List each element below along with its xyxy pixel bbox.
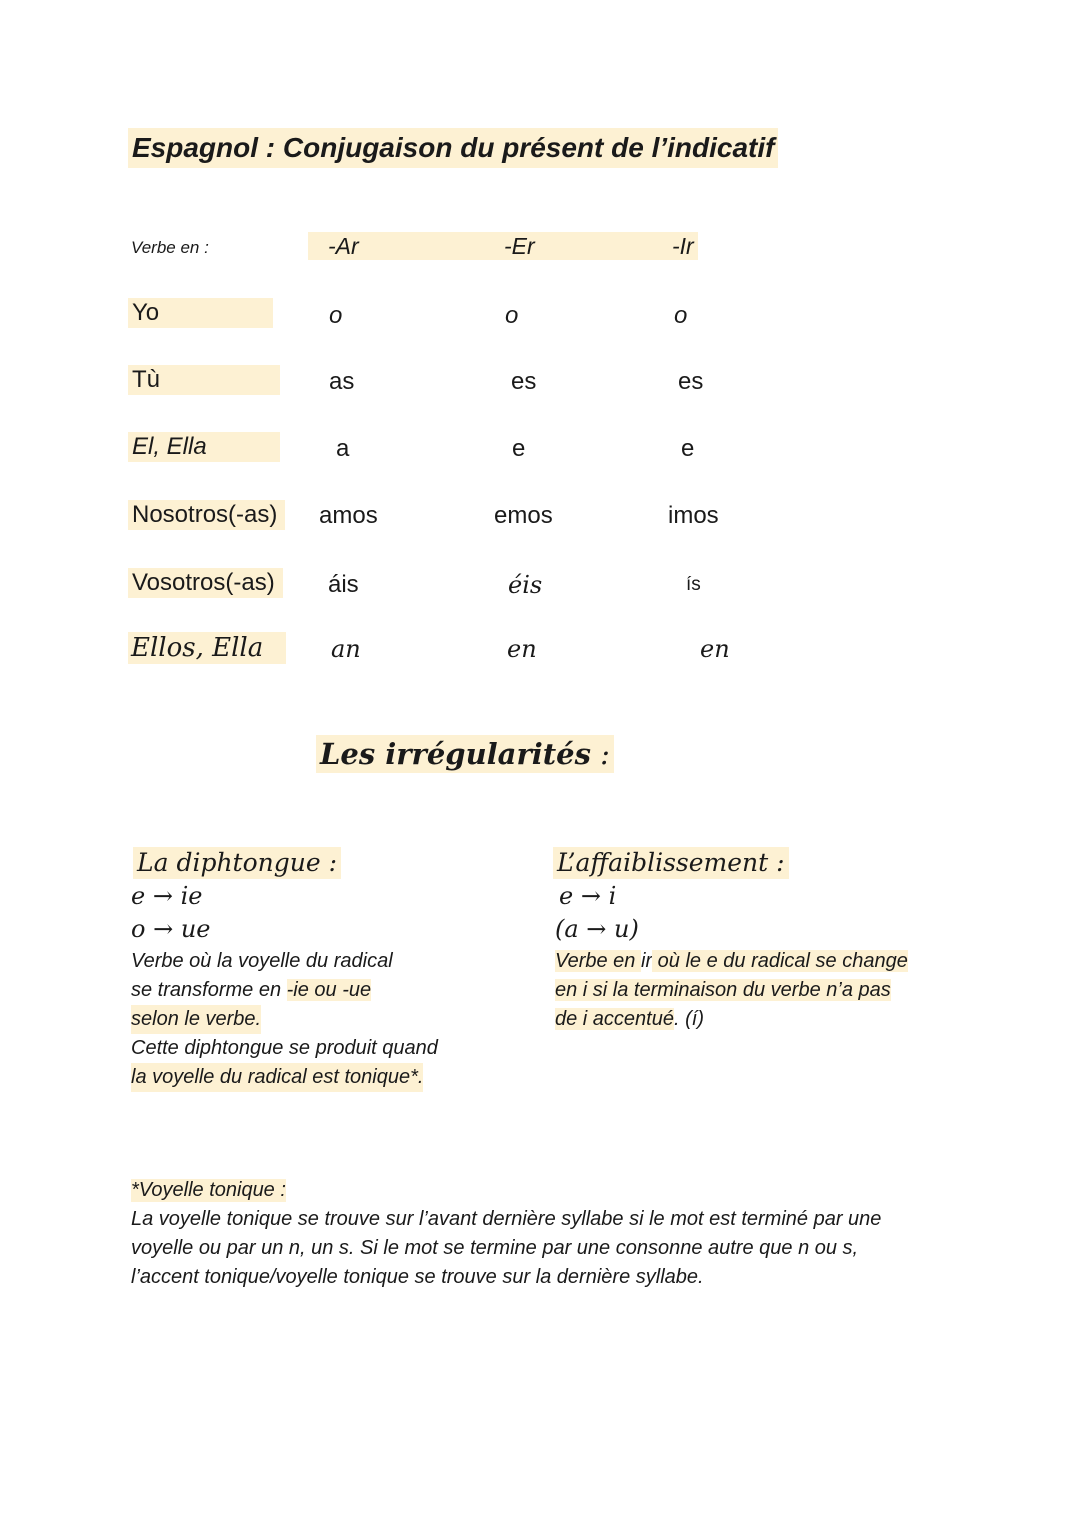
- pronoun-ellos-ella: Ellos, Ella: [131, 633, 264, 663]
- diphtongue-text-line: Cette diphtongue se produit quand: [131, 1037, 438, 1059]
- ending-cell: en: [700, 635, 730, 663]
- ending-cell: imos: [668, 502, 719, 529]
- section-title-text: Les irrégularités: [320, 737, 591, 771]
- ending-cell: áis: [328, 571, 359, 598]
- column-header-band: [308, 232, 698, 260]
- pronoun-vosotros: Vosotros(-as): [132, 569, 275, 596]
- diphtongue-text-part: se transforme en: [131, 979, 287, 1001]
- ending-cell: as: [329, 368, 355, 395]
- column-header-ir: -Ir: [672, 233, 694, 259]
- affaiblissement-text-part: . (í): [673, 1008, 704, 1030]
- affaiblissement-text-line: [555, 1005, 704, 1034]
- ending-cell: éis: [508, 571, 543, 599]
- page-title: Espagnol : Conjugaison du présent de l’indicatif: [128, 128, 778, 168]
- ending-cell: es: [678, 368, 704, 395]
- note-line: voyelle ou par un n, un s. Si le mot se termine par une consonne autre que n ou s,: [131, 1237, 859, 1259]
- diphtongue-text-line: Verbe où la voyelle du radical: [131, 950, 393, 972]
- affaiblissement-text-part: où le: [652, 950, 707, 972]
- column-header-ar: -Ar: [328, 233, 359, 259]
- affaiblissement-rule: (a → u): [555, 915, 639, 943]
- diphtongue-rule: e → ie: [131, 882, 203, 910]
- affaiblissement-text-line: [555, 947, 908, 976]
- affaiblissement-text-part: de i accentué: [555, 1008, 674, 1030]
- diphtongue-text-line: la voyelle du radical est tonique*.: [131, 1063, 423, 1092]
- diphtongue-text-line: selon le verbe.: [131, 1005, 261, 1034]
- ending-cell: o: [329, 302, 343, 329]
- note-line: l’accent tonique/voyelle tonique se trouve sur la dernière syllabe.: [131, 1266, 704, 1288]
- section-title: [316, 735, 614, 773]
- ending-cell: en: [507, 635, 537, 663]
- ending-cell: emos: [494, 502, 553, 529]
- ending-cell: o: [674, 302, 688, 329]
- affaiblissement-text-line: [555, 976, 891, 1005]
- diphtongue-title: La diphtongue :: [133, 847, 341, 879]
- ending-cell: an: [331, 635, 361, 663]
- affaiblissement-text-part: e du radical se change: [706, 950, 908, 972]
- pronoun-yo: Yo: [132, 299, 160, 326]
- affaiblissement-text-part: n’a pas: [826, 979, 891, 1001]
- pronoun-nosotros: Nosotros(-as): [132, 501, 278, 528]
- note-title: *Voyelle tonique :: [131, 1179, 286, 1201]
- diphtongue-text-line: [131, 976, 371, 1005]
- affaiblissement-text-part: ir: [641, 950, 653, 972]
- pronoun-el-ella: El, Ella: [132, 433, 207, 460]
- affaiblissement-text-part: Verbe en: [555, 950, 641, 972]
- affaiblissement-rule: e → i: [559, 882, 617, 910]
- ending-cell: e: [681, 435, 695, 462]
- ending-cell: ís: [686, 574, 701, 595]
- ending-cell: e: [512, 435, 526, 462]
- note-line: La voyelle tonique se trouve sur l’avant dernière syllabe si le mot est terminé par une: [131, 1208, 882, 1230]
- pronoun-tu: Tù: [132, 366, 161, 393]
- column-header-er: -Er: [504, 233, 535, 259]
- section-title-colon: :: [590, 737, 610, 771]
- ending-cell: o: [505, 302, 519, 329]
- ending-cell: amos: [319, 502, 378, 529]
- affaiblissement-text-part: en i si la terminaison du verbe: [555, 979, 827, 1001]
- table-label: Verbe en :: [131, 238, 209, 257]
- ending-cell: es: [511, 368, 537, 395]
- diphtongue-text-part: -ie ou -ue: [286, 979, 372, 1001]
- diphtongue-rule: o → ue: [131, 915, 211, 943]
- affaiblissement-title: L’affaiblissement :: [553, 847, 789, 879]
- ending-cell: a: [336, 435, 350, 462]
